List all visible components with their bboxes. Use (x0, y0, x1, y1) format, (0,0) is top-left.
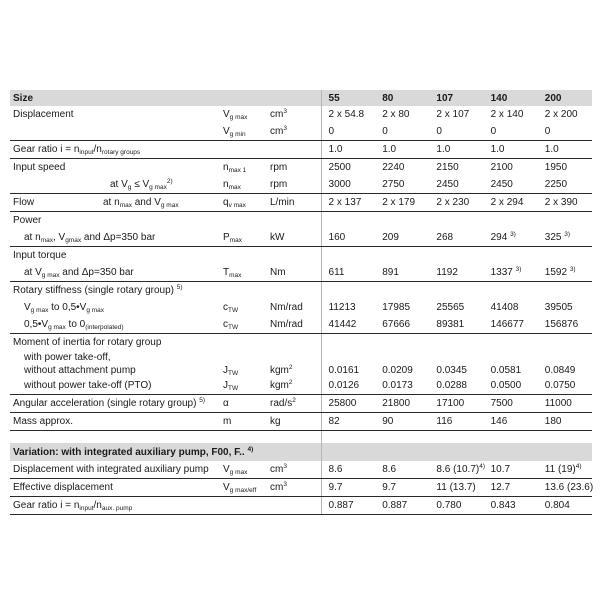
unit: Nm (267, 264, 321, 282)
value-cell: 1.0 (375, 141, 429, 159)
value-cell: 8.6 (375, 461, 429, 479)
symbol: $c_{TW}$ (223, 302, 239, 314)
inertia-with-pto-row (10, 364, 592, 377)
mass-row (10, 413, 592, 431)
power-row (10, 229, 592, 247)
stiffness-label: Rotary stiffness (single rotary group) $^{5)}$ (13, 284, 183, 296)
inertia-with-pto-text-1: with power take-off, (24, 352, 111, 363)
value-cell: 90 (375, 413, 429, 431)
empty-label (10, 123, 220, 141)
input-speed-row-1 (10, 159, 592, 177)
value-cell: 41408 (490, 302, 519, 313)
header-size-label: Size (10, 90, 321, 106)
value-cell: 0.0209 (382, 365, 413, 376)
value-cell: 268 (429, 229, 483, 247)
value-cell: 67666 (375, 316, 429, 334)
value-cell: 146677 (484, 316, 538, 334)
flow-condition: at $n_{max}$ and $V_{g max}$ (103, 197, 179, 209)
value-cell: 209 (375, 229, 429, 247)
specification-table (10, 90, 592, 515)
effective-displacement-row (10, 479, 592, 497)
value-cell: 1.0 (429, 141, 483, 159)
stiffness-row-1 (10, 299, 592, 316)
unit: $cm^3$ (267, 479, 321, 497)
value-cell: 9.7 (321, 479, 375, 497)
symbol: $J_{TW}$ (223, 365, 239, 377)
value-cell: 2 x 107 (436, 109, 470, 120)
symbol: $V_{g min}$ (220, 123, 267, 141)
input-speed-row-2 (10, 176, 592, 194)
value-cell: 0 (375, 123, 429, 141)
size-80: 80 (375, 90, 429, 106)
value-cell: 0.0173 (375, 377, 429, 395)
value-cell: 2 x 80 (382, 109, 410, 120)
value-cell: 1.0 (484, 141, 538, 159)
value-cell: 0.887 (321, 497, 375, 515)
value-cell: 0.0750 (538, 377, 592, 395)
value-cell: 2750 (375, 176, 429, 194)
power-title-row (10, 212, 592, 230)
value-cell: 294 $^{3)}$ (484, 229, 538, 247)
input-torque-label: Input torque (13, 250, 67, 261)
value-cell: 0.0288 (429, 377, 483, 395)
value-cell: 1.0 (538, 141, 592, 159)
unit: rpm (267, 176, 321, 194)
value-cell: 2 x 390 (538, 194, 592, 212)
displacement-max-row (10, 106, 592, 123)
angular-acceleration-label: Angular acceleration (single rotary group) $^{5)}$ (10, 395, 220, 413)
torque-condition: at $V_{g max}$ and Δp=350 bar (10, 264, 220, 282)
value-cell: 11213 (321, 299, 375, 316)
value-cell: 8.6 $(10.7)^{4)}$ (429, 461, 483, 479)
value-cell: 7500 (484, 395, 538, 413)
variation-label: Variation: with integrated auxiliary pump, F00, F.. $^{4)}$ (10, 443, 321, 461)
unit: rad/$s^2$ (267, 395, 321, 413)
unit: kgm$^2$ (267, 377, 321, 395)
value-cell: 2 x 230 (429, 194, 483, 212)
value-cell: 2240 (382, 162, 405, 173)
symbol: $n_{max}$ (220, 176, 267, 194)
size-140: 140 (484, 90, 538, 106)
value-cell: 17985 (382, 302, 411, 313)
value-cell: 2 x 179 (375, 194, 429, 212)
value-cell: 25565 (436, 302, 465, 313)
input-speed-condition-2: at $V_g \le V_{g max}^{2)}$ (10, 176, 220, 194)
displacement-min-row (10, 123, 592, 141)
value-cell: 0.0581 (490, 365, 522, 376)
value-cell: 2 x 54.8 (321, 106, 375, 123)
unit: rpm (270, 162, 288, 173)
value-cell: 17100 (429, 395, 483, 413)
value-cell: 2500 (321, 159, 375, 177)
unit: kg (267, 413, 321, 431)
symbol: m (220, 413, 267, 431)
header-row (10, 90, 592, 106)
value-cell: 2 x 294 (484, 194, 538, 212)
value-cell: 0.0500 (484, 377, 538, 395)
spec-table-sheet (10, 90, 592, 515)
value-cell: 1.0 (321, 141, 375, 159)
symbol: $V_{g max}$ (220, 461, 267, 479)
value-cell: 2450 (429, 176, 483, 194)
value-cell: 0.843 (484, 497, 538, 515)
flow-label-cell (10, 194, 220, 212)
value-cell: 11 $(19)^{4)}$ (538, 461, 592, 479)
value-cell: 1337 $^{3)}$ (484, 264, 538, 282)
value-cell: 0.804 (538, 497, 592, 515)
value-cell: 1192 (429, 264, 483, 282)
value-cell: 21800 (375, 395, 429, 413)
value-cell: 2100 (490, 162, 513, 173)
size-107: 107 (429, 90, 483, 106)
aux-gear-ratio-row (10, 497, 592, 515)
value-cell: 2250 (538, 176, 592, 194)
inertia-label: Moment of inertia for rotary group (13, 337, 162, 348)
spacer-row (10, 431, 592, 444)
value-cell: 1950 (544, 162, 568, 173)
value-cell: 160 (321, 229, 375, 247)
value-cell: 0 (484, 123, 538, 141)
value-cell: 156876 (538, 316, 592, 334)
torque-title-row (10, 247, 592, 265)
flow-label: Flow (13, 197, 35, 208)
displacement-label: Displacement (13, 109, 74, 120)
value-cell: 39505 (544, 302, 573, 313)
value-cell: 25800 (321, 395, 375, 413)
unit: Nm/rad (270, 302, 303, 313)
value-cell: 2 x 200 (544, 109, 578, 120)
value-cell: 2150 (436, 162, 459, 173)
inertia-with-pto-text-2: without attachment pump (24, 365, 136, 376)
value-cell: 891 (375, 264, 429, 282)
value-cell: 0.0126 (321, 377, 375, 395)
angular-acceleration-row (10, 395, 592, 413)
value-cell: 325 $^{3)}$ (538, 229, 592, 247)
unit: L/min (267, 194, 321, 212)
value-cell: 116 (429, 413, 483, 431)
inertia-title-row (10, 334, 592, 352)
symbol: $n_{max 1}$ (223, 162, 247, 174)
aux-gear-ratio-label: Gear ratio $i = n_{input}/n_{aux. pump}$ (10, 497, 220, 515)
value-cell: 41442 (321, 316, 375, 334)
unit: $cm^3$ (267, 461, 321, 479)
value-cell: 0.0345 (436, 365, 467, 376)
unit: Nm/rad (267, 316, 321, 334)
gear-ratio-label: Gear ratio $i = n_{input}/n_{rotary groups}$ (10, 141, 220, 159)
effective-displacement-label: Effective displacement (10, 479, 220, 497)
flow-row (10, 194, 592, 212)
unit: $cm^3$ (267, 123, 321, 141)
symbol: $P_{max}$ (220, 229, 267, 247)
unit: kgm$^2$ (270, 364, 293, 376)
torque-row (10, 264, 592, 282)
stiffness-title-row (10, 282, 592, 300)
value-cell: 0 (538, 123, 592, 141)
aux-displacement-row (10, 461, 592, 479)
value-cell: 0.887 (375, 497, 429, 515)
value-cell: 0.0849 (544, 365, 576, 376)
variation-header-row (10, 443, 592, 461)
value-cell: 611 (321, 264, 375, 282)
value-cell: 0.780 (429, 497, 483, 515)
symbol: α (220, 395, 267, 413)
value-cell: 146 (484, 413, 538, 431)
value-cell: 0 (429, 123, 483, 141)
value-cell: 9.7 (375, 479, 429, 497)
value-cell: 82 (321, 413, 375, 431)
stiffness-range-2: $0,5•V_{g max}$ to $0_{(interpolated)}$ (10, 316, 220, 334)
value-cell: 0 (321, 123, 375, 141)
value-cell: 89381 (429, 316, 483, 334)
value-cell: 11 (13.7) (429, 479, 483, 497)
symbol: $T_{max}$ (220, 264, 267, 282)
power-condition: at $n_{max}$, $V_{gmax}$ and Δp=350 bar (10, 229, 220, 247)
symbol: $c_{TW}$ (220, 316, 267, 334)
mass-label: Mass approx. (10, 413, 220, 431)
symbol: $V_{g max}$ (223, 109, 248, 121)
value-cell: 10.7 (484, 461, 538, 479)
power-label: Power (13, 215, 42, 226)
value-cell: 11000 (538, 395, 592, 413)
value-cell: 12.7 (484, 479, 538, 497)
value-cell: 2450 (484, 176, 538, 194)
value-cell: 13.6 (23.6) (538, 479, 592, 497)
value-cell: 2 x 140 (490, 109, 524, 120)
size-200: 200 (538, 90, 592, 106)
input-speed-label: Input speed (13, 162, 66, 173)
size-55: 55 (321, 90, 375, 106)
unit: $cm^3$ (270, 108, 287, 120)
gear-ratio-row (10, 141, 592, 159)
aux-displacement-label: Displacement with integrated auxiliary pump (10, 461, 220, 479)
inertia-with-pto-line-1 (10, 351, 592, 364)
symbol: $J_{TW}$ (220, 377, 267, 395)
value-cell: 2 x 137 (321, 194, 375, 212)
value-cell: 180 (538, 413, 592, 431)
inertia-without-pto-row (10, 377, 592, 395)
value-cell: 1592 $^{3)}$ (538, 264, 592, 282)
stiffness-row-2 (10, 316, 592, 334)
unit: kW (267, 229, 321, 247)
symbol: $V_{g max/eff}$ (220, 479, 267, 497)
value-cell: 3000 (321, 176, 375, 194)
value-cell: 0.0161 (321, 364, 375, 377)
stiffness-range-1: $V_{g max}$ to $0,5•V_{g max}$ (24, 302, 105, 314)
inertia-without-pto-text: without power take-off (PTO) (10, 377, 220, 395)
symbol: $q_{v max}$ (220, 194, 267, 212)
value-cell: 8.6 (321, 461, 375, 479)
